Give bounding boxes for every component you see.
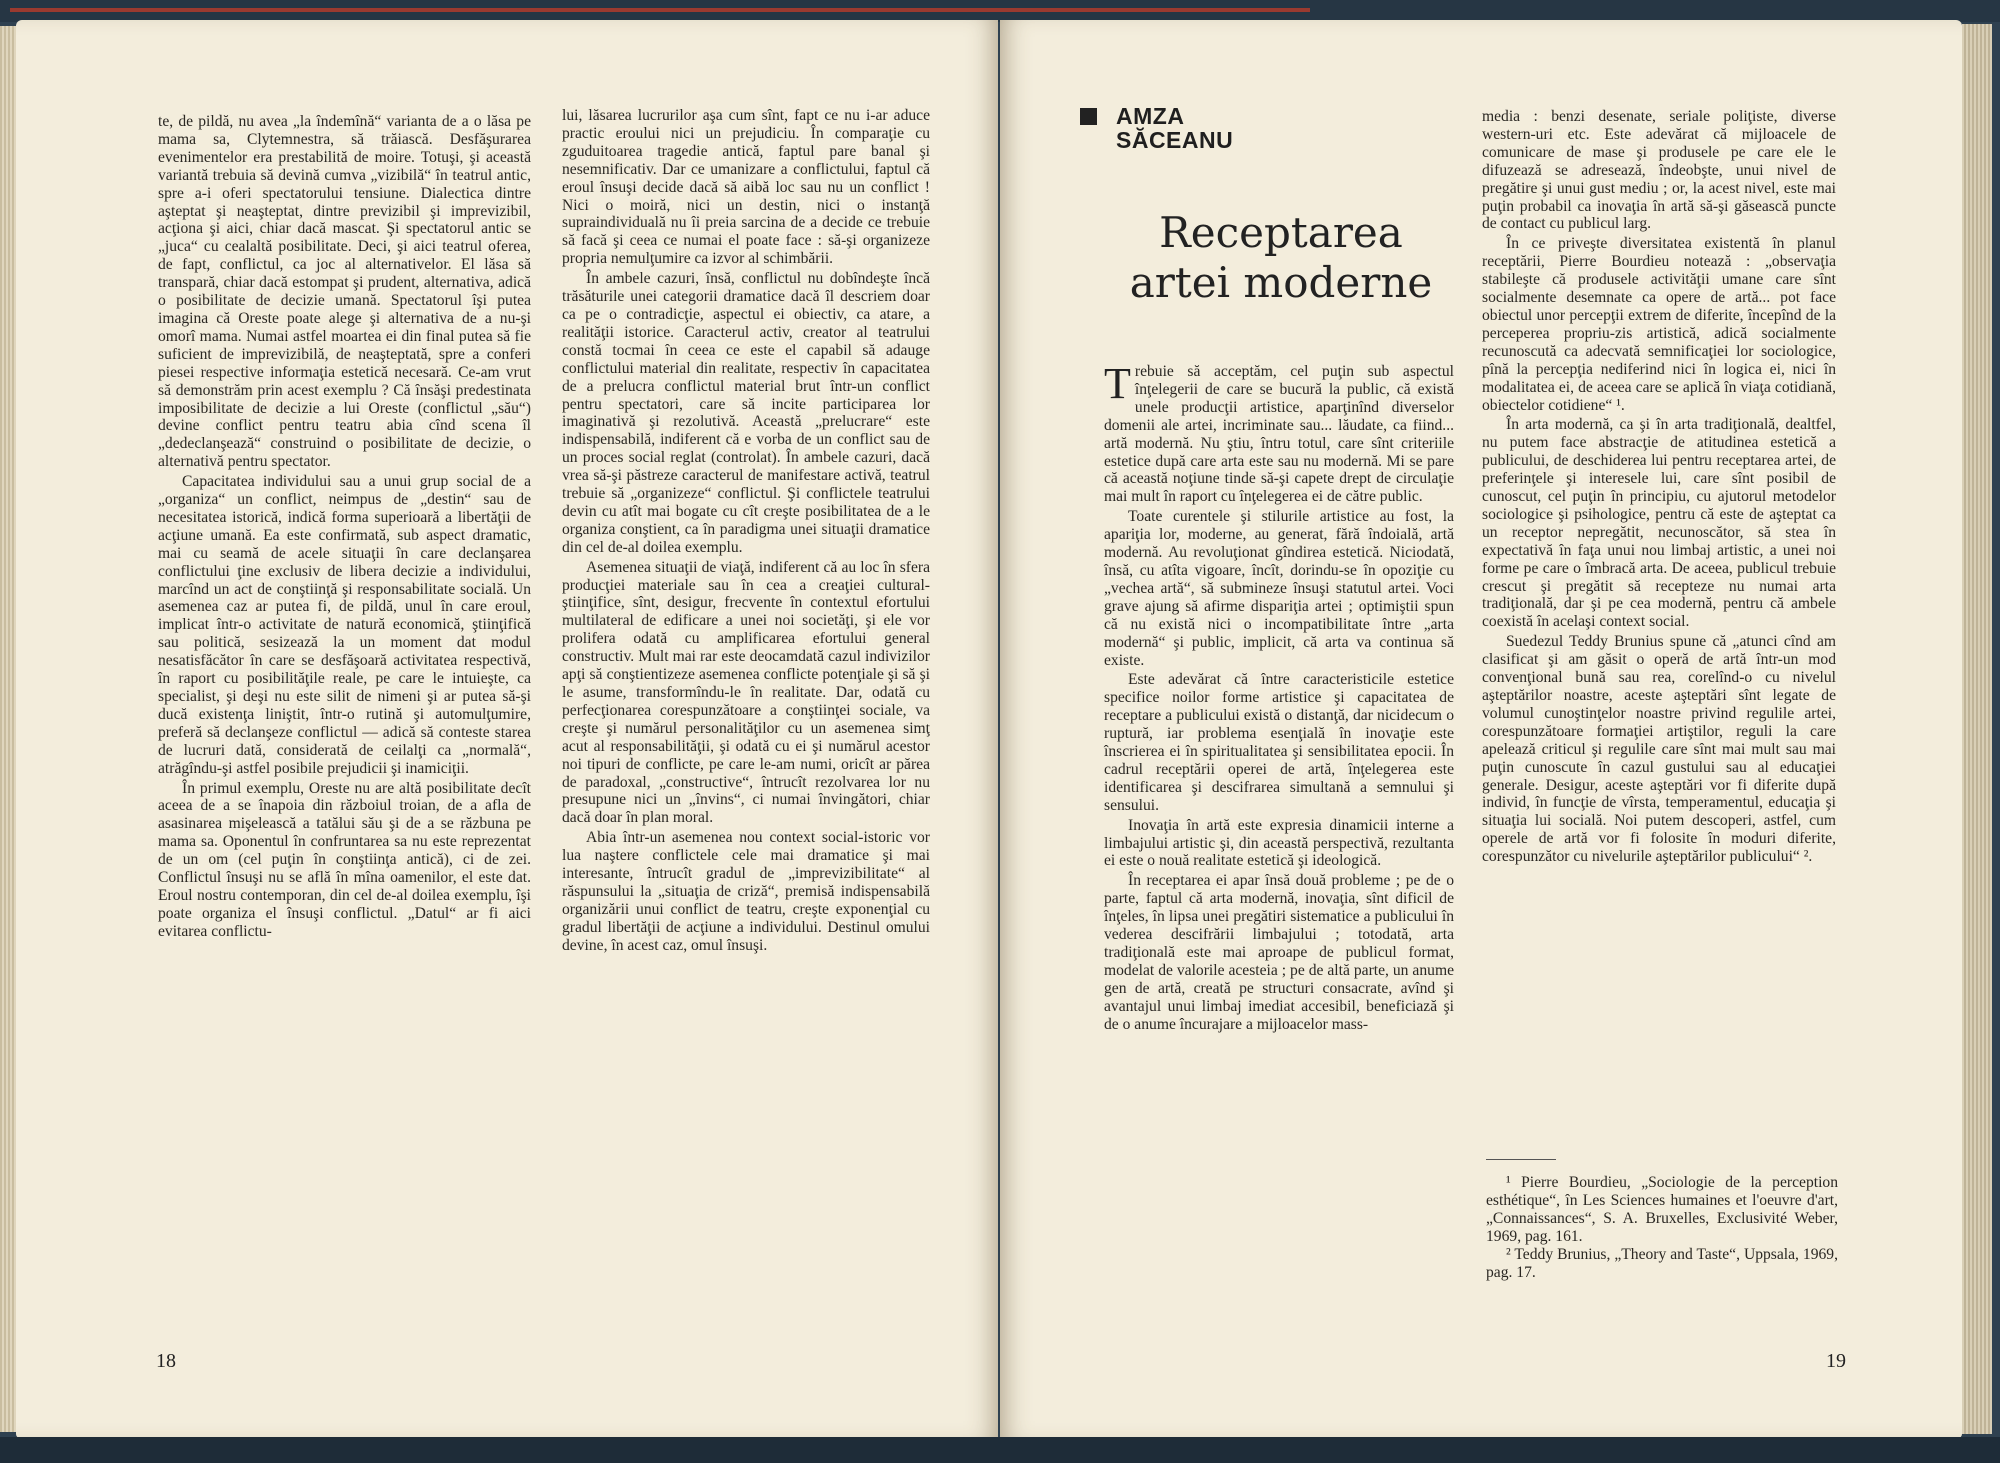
author-first-name: AMZA xyxy=(1116,103,1185,129)
paragraph: În ce priveşte diversitatea existentă în planul receptării, Pierre Bourdieu notează : „observaţia stabileşte că produsele activităţii umane care sînt socialmente desemnate ca opere de artă... pot face obiectul unor percepţii extrem de diferite, începînd de la perceperea propriu-zis artistică, adică socialmente recunoscută ca adecvată semnificaţiei lor sociologice, pînă la percepţia nediferind nici în logica ei, nici în modalitatea ei, de aceea care se aplică în viaţa cotidiană, obiectelor cotidiene“ ¹. xyxy=(1482,235,1836,414)
paragraph: În receptarea ei apar însă două probleme ; pe de o parte, faptul că arta modernă, inovaţia, sînt dificil de înţeles, în lipsa unei pregătiri sistematice a publicului în vederea descifrării limbajului ; totodată, arta tradiţională este mai aproape de publicul format, modelat de valorile acesteia ; pe de altă parte, un anume gen de artă, creată pe structuri consacrate, avînd şi avantajul unui limbaj imediat accesibil, beneficiază şi de o anume încurajare a mijloacelor mass- xyxy=(1104,872,1454,1033)
cover-stripe xyxy=(10,8,1310,12)
article-author xyxy=(1116,104,1233,152)
paragraph: Este adevărat că între caracteristicile estetice specifice noilor forme artistice şi capacitatea de receptare a publicului există o distanţă, dar nicidecum o ruptură, iar problema esenţială în inovaţie este înscrierea ei în spiritualitatea şi sensibilitatea epocii. În cadrul receptării operei de artă, înţelegerea este identificarea şi descifrarea simultană a semnului şi sensului. xyxy=(1104,671,1454,814)
book-cover-edge-bottom xyxy=(0,1437,2000,1463)
paragraph: Inovaţia în artă este expresia dinamicii interne a limbajului artistic şi, din această perspectivă, rezultanta ei este o nouă realitate estetică şi ideologică. xyxy=(1104,816,1454,870)
drop-cap: T xyxy=(1104,359,1131,408)
article-title xyxy=(1116,208,1446,308)
right-page-column-1 xyxy=(1104,359,1454,1034)
paragraph: În ambele cazuri, însă, conflictul nu dobîndeşte încă trăsăturile unei categorii dramatice dacă îl descriem doar ca pe o contradicţie, aspectul ei obiectiv, ca atare, a realităţii istorice. Caracterul activ, creator al teatrului constă tocmai în ceea ce este el capabil să adauge conflictului material din realitate, respectiv în capacitatea de a prelucra conflictul material brut într-un conflict pentru spectatori, care să incite participarea lor imaginativă şi rezolutivă. Această „prelucrare“ este indispensabilă, indiferent că e vorba de un conflict sau de un proces social reglat (controlat). În ambele cazuri, dacă vrea să-şi păstreze caracterul de manifestare activă, teatrul trebuie să „organizeze“ conflictul. Şi conflictele teatrului devin cu atît mai bogate cu cît creşte posibilitatea de a le organiza conştient, ca în paradigma unei situaţii dramatice din cel de-al doilea exemplu. xyxy=(562,270,930,556)
left-page-column-2 xyxy=(562,107,930,955)
author-last-name: SĂCEANU xyxy=(1116,127,1234,153)
footnote: ² Teddy Brunius, „Theory and Taste“, Uppsala, 1969, pag. 17. xyxy=(1486,1245,1838,1281)
paragraph xyxy=(1104,359,1454,506)
paragraph: lui, lăsarea lucrurilor aşa cum sînt, fapt ce nu i-ar aduce practic eroului nici un prejudiciu. În comparaţie cu zguduitoarea tragedie antică, faptul pare banal şi nesemnificativ. Dar ce umanizare a conflictului, faptul că eroul însuşi decide dacă să aibă loc sau nu un conflict ! Nici o moiră, nici un destin, nici o instanţă supraindividuală nu îi preia sarcina de a decide ce trebuie să facă şi ceea ce numai el poate face : să-şi organizeze propria nemulţumire ca izvor al schimbării. xyxy=(562,107,930,268)
left-page-number: 18 xyxy=(156,1350,176,1372)
right-page-column-2 xyxy=(1482,108,1836,866)
paragraph: Suedezul Teddy Brunius spune că „atunci cînd am clasificat şi am găsit o operă de artă într-un mod convenţional bună sau rea, corelînd-o cu nivelul aşteptărilor noastre, aceste aşteptări sînt legate de volumul cunoştinţelor noastre privind regulile artei, corespunzătoare formaţiei artiştilor, reguli la care apelează criticul şi regulile care sînt mai mult sau mai puţin cunoscute în cazul gustului sau al educaţiei generale. Desigur, aceste aşteptări vor fi diferite după individ, în funcţie de vîrsta, temperamentul, educaţia şi situaţia lui socială. Noi putem descoperi, astfel, cum operele de artă vor fi folosite în moduri diferite, corespunzător cu nivelurile aşteptărilor publicului“ ². xyxy=(1482,633,1836,866)
footnote-rule xyxy=(1486,1159,1556,1160)
footnotes xyxy=(1486,1174,1838,1281)
left-page-column-1 xyxy=(158,113,531,941)
footnote: ¹ Pierre Bourdieu, „Sociologie de la perception esthétique“, în Les Sciences humaines et l'oeuvre d'art, „Connaissances“, S. A. Bruxelles, Exclusivité Weber, 1969, pag. 161. xyxy=(1486,1174,1838,1245)
right-page-stack-edge xyxy=(1962,24,1992,1434)
paragraph: Capacitatea individului sau a unui grup social de a „organiza“ un conflict, neimpus de „destin“ sau de necesitatea istorică, indică forma superioară a libertăţii de acţiune umană. Ea este confirmată, sub aspect dramatic, mai cu seamă de acele situaţii în care declanşarea conflictului ţine exclusiv de libera decizie a individului, marcînd un act de conştiinţă şi responsabilitate socială. Un asemenea caz ar putea fi, de pildă, unul în care eroul, implicat într-o activitate de natură economică, ştiinţifică sau politică, sesizează la un moment dat modul nesatisfăcător în care se desfăşoară activitatea respectivă, în raport cu posibilităţile reale, pe care le intuieşte, ca specialist, şi deşi nu este silit de nimeni şi ar putea să-şi ducă existenţa liniştit, într-o rutină şi automulţumire, preferă să declanşeze conflictul — adică să conteste starea de lucruri dată, considerată de ceilalţi ca „normală“, atrăgîndu-şi astfel posibile prejudicii şi inamiciţii. xyxy=(158,473,531,777)
paragraph: media : benzi desenate, seriale poliţiste, diverse western-uri etc. Este adevărat că mijloacele de comunicare de mase şi produsele pe care ele le difuzează se adresează, îndeobşte, unui nivel de pregătire şi unui gust mediu ; or, la acest nivel, este mai puţin probabil ca inovaţia în artă să-şi găsească puncte de contact cu publicul larg. xyxy=(1482,108,1836,233)
article-title-line-2: artei moderne xyxy=(1129,258,1433,307)
article-title-line-1: Receptarea xyxy=(1159,208,1403,257)
paragraph: În arta modernă, ca şi în arta tradiţională, dealtfel, nu putem face abstracţie de atitudinea estetică a publicului, de deschiderea lui pentru receptarea artei, de preferinţele şi interesele lui, care sînt posibil de cunoscut, cel puţin în principiu, cu ajutorul metodelor sociologice şi psihologice, pentru că este de aşteptat ca un receptor nepregătit, necunoscător, să stea în expectativă în faţa unui nou limbaj artistic, a unei noi forme pe care o îmbracă arta. De aceea, publicul trebuie crescut şi pregătit să recepteze nu numai arta tradiţională, dar şi pe cea modernă, pentru că ambele coexistă în acelaşi context social. xyxy=(1482,416,1836,631)
paragraph-text: rebuie să acceptăm, cel puţin sub aspectul înţelegerii de care se bucură la public, că există unele producţii artistice, aparţinînd diverselor domenii ale artei, incriminate sau... lăudate, ca fiind... artă modernă. Nu ştiu, întru totul, care sînt criteriile estetice după care arta este sau nu modernă. Mi se pare că această noţiune tinde să-şi capete drept de circulaţie mai mult în raport cu înţelegerea ei de către public. xyxy=(1104,363,1454,506)
paragraph: Asemenea situaţii de viaţă, indiferent că au loc în sfera producţiei materiale sau în cea a creaţiei cultural-ştiinţifice, sînt, desigur, frecvente în contextul efortului multilateral de edificare a unei noi societăţi, şi ele vor prolifera odată cu amplificarea efortului general constructiv. Mult mai rar este deocamdată cazul indivizilor apţi să conştientizeze asemenea conflicte potenţiale şi să şi le asume, transformîndu-le în realitate. Dar, odată cu perfecţionarea corespunzătoare a conştiinţei sociale, va creşte şi numărul personalităţilor cu un asemenea simţ acut al responsabilităţii, şi odată cu ei şi numărul acestor noi tipuri de conflicte, pe care le-am numi, oricît ar părea de paradoxal, „constructive“, întrucît rezolvarea lor nu presupune nici un „învins“, ci numai învingători, chiar dacă doar în plan moral. xyxy=(562,558,930,827)
paragraph: Toate curentele şi stilurile artistice au fost, la apariţia lor, moderne, au generat, fără îndoială, artă modernă. Au revoluţionat gîndirea estetică. Niciodată, însă, cu atîta vigoare, încît, dorindu-se în opoziţie cu „vechea artă“, să submineze însuşi statutul artei. Voci grave ajung să afirme dispariţia artei ; optimiştii spun că nu există nici o incompatibilitate între „arta modernă“ şi public, implicit, că arta va continua să existe. xyxy=(1104,508,1454,669)
paragraph: te, de pildă, nu avea „la îndemînă“ varianta de a o lăsa pe mama sa, Clytemnestra, să trăiască. Desfăşurarea evenimentelor era prestabilită de moire. Totuşi, şi această variantă trebuia să devină cumva „vizibilă“ în teatrul antic, spre a-i oferi spectatorului tensiune. Dialectica dintre aşteptat şi neaşteptat, dintre previzibil şi imprevizibil, acţiona şi aici, chiar dacă mascat. Şi spectatorul antic se „juca“ cu cealaltă posibilitate. Deci, şi aici teatrul oferea, de fapt, conflictul, ca joc al alternativelor. El lăsa să transpară, chiar dacă estompat şi prudent, alternativa, adică o posibilitate de decizie umană. Spectatorul îşi putea imagina că Oreste poate alege şi alternativa de a nu-şi omorî mama. Numai astfel moartea ei din final putea să fie suficient de imprevizibilă, de neaşteptată, spre a conferi piesei respective informaţia estetică necesară. Ce-am vrut să demonstrăm prin acest exemplu ? Că însăşi predestinata imposibilitate de decizie a lui Oreste (conflictul „său“) devine conflict pentru teatru abia cînd scena îl „dedeclanşează“ construind o posibilitate de decizie, o alternativă pentru spectator. xyxy=(158,113,531,471)
right-page-number: 19 xyxy=(1826,1350,1846,1372)
paragraph: În primul exemplu, Oreste nu are altă posibilitate decît aceea de a se înapoia din războiul troian, de a afla de asasinarea mişelească a tatălui său şi de a se răzbuna pe mama sa. Oponentul în confruntarea sa nu este reprezentat de un om (cel puţin în conştiinţa antică), ci de zei. Conflictul însuşi nu se află în mîna oamenilor, el este dat. Eroul nostru contemporan, din cel de-al doilea exemplu, îşi poate organiza el însuşi conflictul. „Datul“ ar fi aici evitarea conflictu- xyxy=(158,779,531,940)
paragraph: Abia într-un asemenea nou context social-istoric vor lua naştere conflictele cele mai dramatice şi mai interesante, întrucît gradul de „imprevizibilitate“ al răspunsului la „situaţia de criză“, premisă indispensabilă organizării unui conflict de teatru, creşte exponenţial cu gradul libertăţii de acţiune a individului. Destinul omului devine, în acest caz, omul însuşi. xyxy=(562,829,930,954)
author-marker xyxy=(1080,108,1097,125)
